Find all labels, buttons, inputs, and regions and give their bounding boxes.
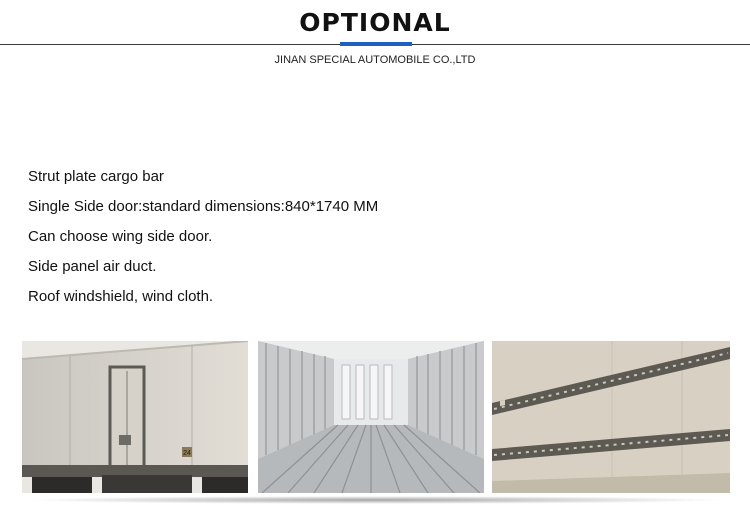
page-title: OPTIONAL (299, 8, 451, 37)
feature-list (28, 162, 378, 312)
photo-strip-shadow (22, 496, 730, 504)
feature-item: Single Side door:standard dimensions:840*1740 MM (28, 198, 379, 215)
cargo-bar-track-photo (492, 341, 730, 493)
feature-item: Side panel air duct. (28, 258, 157, 275)
company-name: JINAN SPECIAL AUTOMOBILE CO.,LTD (274, 54, 476, 66)
feature-item: Roof windshield, wind cloth. (28, 288, 214, 305)
header-accent-bar (340, 42, 412, 46)
door-marker-label: 24 (183, 450, 191, 457)
feature-item: Can choose wing side door. (28, 228, 213, 245)
feature-item: Strut plate cargo bar (28, 168, 164, 185)
side-door-photo (22, 341, 248, 493)
air-duct-interior-photo (258, 341, 484, 493)
